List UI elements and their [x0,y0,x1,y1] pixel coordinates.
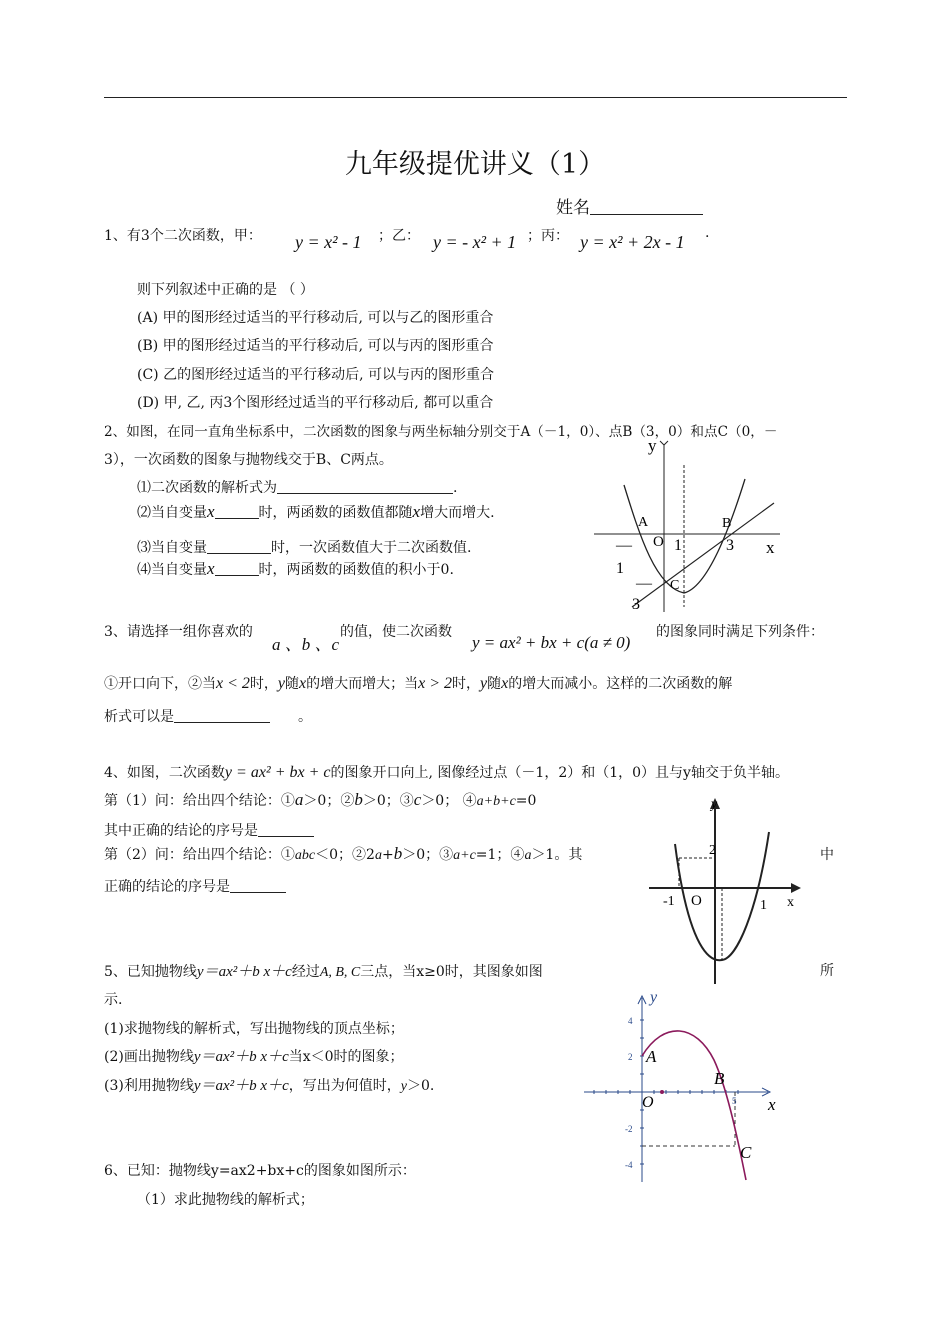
q4-part1-a: 第（1）问：给出四个结论：① [104,793,295,809]
q2-part1-text: ⑴二次函数的解析式为 [137,480,277,496]
page-title: 九年级提优讲义（1） [344,149,606,180]
q4-part2-var-a: a [374,848,382,863]
q2-label-y: y [648,437,657,455]
q5-line1-b: 经过 [291,964,320,980]
q4-label-origin: O [691,893,702,909]
q4-part2-j: ＞1。其 [531,847,583,863]
q5-sub1: (1)求抛物线的解析式，写出抛物线的顶点坐标； [104,1021,404,1037]
q5-parabola [642,1031,746,1180]
q5-sub3-formula: y＝ax²＋b x＋c [193,1078,289,1094]
q4-part1 [104,790,536,810]
q2-line [632,503,774,607]
q2-line1: 2、如图，在同一直角坐标系中，二次函数的图象与两坐标轴分别交于A（－1，0）、点B（3，0）和点C（0，－ [104,424,778,440]
q5-formula: y＝ax²＋b x＋c [196,964,292,980]
q3-abc: a 、b 、c [272,635,340,654]
q2-part3-b: 时，一次函数值大于二次函数值. [271,540,472,556]
q5-sub3-c: ＞0. [406,1078,435,1094]
q6-line1: 6、已知：抛物线y=ax2+bx+c的图象如图所示： [104,1163,416,1179]
q4-formula: y = ax² + bx + c [224,764,331,781]
q6-sub1: （1）求此抛物线的解析式； [137,1192,314,1208]
q4-tick-1: 1 [760,898,767,913]
q2-line2: 3），一次函数的图象与抛物线交于B、C两点。 [104,452,393,468]
q4-part2-b: ＜0；②2 [315,847,375,863]
q1-option-c: (C) 乙的图形经过适当的平行移动后, 可以与丙的图形重合 [137,367,494,383]
q3-y1: y [277,675,286,692]
q3-text-c: 的图象同时满足下列条件： [656,624,824,640]
q1-formula-jia: y = x² - 1 [295,232,362,252]
q4-tick-2: 2 [709,843,716,858]
q3-x1: x [299,675,307,692]
q3-line2-a: ①开口向下，②当 [104,676,216,692]
q2-y-arrow [660,441,668,445]
q4-label-y: y [711,797,718,812]
q5-sub3-y: y [400,1079,407,1094]
q5-tick-2: 2 [628,1052,633,1062]
question-1-line [104,225,262,245]
q2-tick-minus-a-digit: 1 [616,560,624,577]
q4-label-x: x [787,895,794,910]
q2-part2-a: ⑵当自变量 [137,505,207,521]
q1-label-yi: ；乙： [378,228,420,244]
q2-part2 [137,502,495,522]
q5-line2: 示. [104,992,123,1008]
q2-tick-minus-c: — [636,575,652,592]
q3-line2-d: 的增大而增大；当 [306,676,419,692]
q4-part2-ac: a+c [453,848,476,863]
q3-answer-blank [174,708,270,723]
q2-tick-1: 1 [674,537,682,554]
q5-line1 [104,960,543,981]
q3-line2-e: 时， [452,676,481,692]
q1-option-a: (A) 甲的图形经过适当的平行移动后, 可以与乙的图形重合 [137,310,494,326]
q5-label-c: C [740,1143,752,1162]
q5-sub2-a: (2)画出抛物线 [104,1049,194,1065]
q5-sub2-b: 当x＜0时的图象； [288,1049,404,1065]
q4-part1-var-b: b [354,790,363,809]
q4-part2-answer [104,876,286,896]
q4-part1-blank [258,822,314,837]
q5-tick-5: 5 [732,1096,737,1106]
q4-part1-b: ＞0；② [303,793,355,809]
q4-line1-a: 4、如图，二次函数 [104,765,225,781]
name-label: 姓名 [556,198,590,218]
q1-label-bing: ；丙： [527,228,569,244]
q4-line1 [104,762,789,782]
q2-part2-x2: x [412,502,421,521]
q5-sub3-b: ，写出为何值时， [288,1078,401,1094]
q1-option-b: (B) 甲的图形经过适当的平行移动后, 可以与丙的图形重合 [137,338,494,354]
q5-sub2-formula: y＝ax²＋b x＋c [193,1049,289,1065]
q3-line2-g: 的增大而减小。这样的二次函数的解 [508,676,733,692]
q2-label-origin: O [653,534,664,550]
q4-x-arrow [791,883,801,893]
q1-stem: 则下列叙述中正确的是 （ ） [137,282,314,298]
q4-part2 [104,844,582,864]
q2-part4-b: 时，两函数的函数值的积小于0. [258,562,454,578]
q2-label-c: C [670,578,680,593]
q4-part1-answer-text: 其中正确的结论的序号是 [104,823,258,839]
q4-part1-var-c: c [413,790,422,809]
q5-tick-minus-2: -2 [625,1124,633,1134]
q4-part1-d: ＞0；③ [362,793,414,809]
q5-sub3-a: (3)利用抛物线 [104,1078,194,1094]
q1-formula-bing: y = x² + 2x - 1 [580,232,685,252]
q2-part4-blank [215,561,259,576]
q5-line1-tail: 所 [820,963,834,979]
q3-formula: y = ax² + bx + c(a ≠ 0) [472,633,631,652]
q4-part2-f: ＞0；③ [402,847,454,863]
q2-part2-c: 增大而增大. [420,505,495,521]
q4-part2-plus: + [381,847,394,863]
q1-number: 1、有3个二次函数，甲： [104,228,262,244]
q4-part2-tail: 中 [820,847,834,863]
q4-part1-answer [104,820,314,840]
q5-points: A, B, C [319,965,361,980]
q3-line2-c: 随 [285,676,300,692]
q3-text-a: 3、请选择一组你喜欢的 [104,624,253,640]
q4-part2-answer-text: 正确的结论的序号是 [104,879,230,895]
q5-label-origin: O [642,1094,654,1111]
q4-part2-var-a2: a [524,848,532,863]
q2-tick-minus-c-digit: 3 [632,596,640,613]
q4-part1-var-a: a [294,790,304,809]
q5-label-y: y [650,990,658,1006]
q5-point-marker [660,1090,664,1094]
q2-part3-blank [207,539,271,554]
q3-x2: x [501,675,509,692]
q3-cond2: x > 2 [418,675,453,692]
q3-line2 [104,673,732,693]
q3-cond1: x < 2 [216,675,250,692]
header-rule [104,97,847,98]
q2-part3 [137,537,471,557]
q5-line1-c: 三点，当x≥0时，其图象如图 [360,964,543,980]
q3-line2-f: 随 [487,676,502,692]
q5-tick-4: 4 [628,1016,633,1026]
q4-tick-minus-1: -1 [663,894,675,909]
q2-label-a: A [638,515,649,530]
q2-part1 [137,477,457,497]
q4-part2-h: =1；④ [475,847,525,863]
q5-sub2 [104,1045,404,1066]
q4-part2-abc: abc [294,848,316,863]
q2-tick-minus-a: — [616,537,632,554]
q3-line3-end: 。 [298,709,312,725]
q2-part4-x: x [207,559,215,578]
q4-part1-f: ＞0； ④ [421,793,477,809]
q4-part2-var-b: b [393,844,403,863]
q4-graph [645,792,805,988]
q3-y2: y [480,675,488,692]
q1-formula-yi: y = - x² + 1 [433,232,517,252]
q3-line3 [104,706,312,726]
q4-part1-h: =0 [515,793,537,809]
q2-part2-b: 时，两函数的函数值都随 [258,505,413,521]
q2-part4-a: ⑷当自变量 [137,562,207,578]
q2-graph [590,437,790,615]
q2-part2-blank [215,504,259,519]
q4-part2-blank [230,878,286,893]
q5-line1-a: 5、已知抛物线 [104,964,197,980]
q3-line3-text: 析式可以是 [104,709,174,725]
q2-label-x: x [766,538,775,557]
q1-option-d: (D) 甲, 乙, 丙3个图形经过适当的平行移动后, 都可以重合 [137,395,494,411]
q2-part3-a: ⑶当自变量 [137,540,207,556]
q5-label-a: A [646,1047,657,1066]
q2-part4 [137,559,454,579]
q4-line1-b: 的图象开口向上, 图像经过点（－1，2）和（1，0）且与y轴交于负半轴。 [330,765,789,781]
name-blank [590,200,703,215]
q4-part2-a: 第（2）问：给出四个结论：① [104,847,295,863]
name-field [556,193,703,218]
q3-line2-b: 时， [249,676,278,692]
q5-label-x: x [768,1095,776,1114]
q5-label-b: B [714,1069,725,1088]
q4-part1-sum: a+b+c [476,794,516,809]
q5-tick-minus-4: -4 [625,1160,633,1170]
q3-text-b: 的值，使二次函数 [340,624,452,640]
q2-part1-blank [277,479,453,494]
q5-graph [580,990,780,1186]
q2-part2-x: x [207,502,215,521]
q5-sub3 [104,1074,434,1095]
q2-label-b: B [722,516,732,531]
q2-part1-end: . [453,480,458,496]
q1-end: . [705,225,710,241]
q2-tick-3: 3 [726,537,734,554]
